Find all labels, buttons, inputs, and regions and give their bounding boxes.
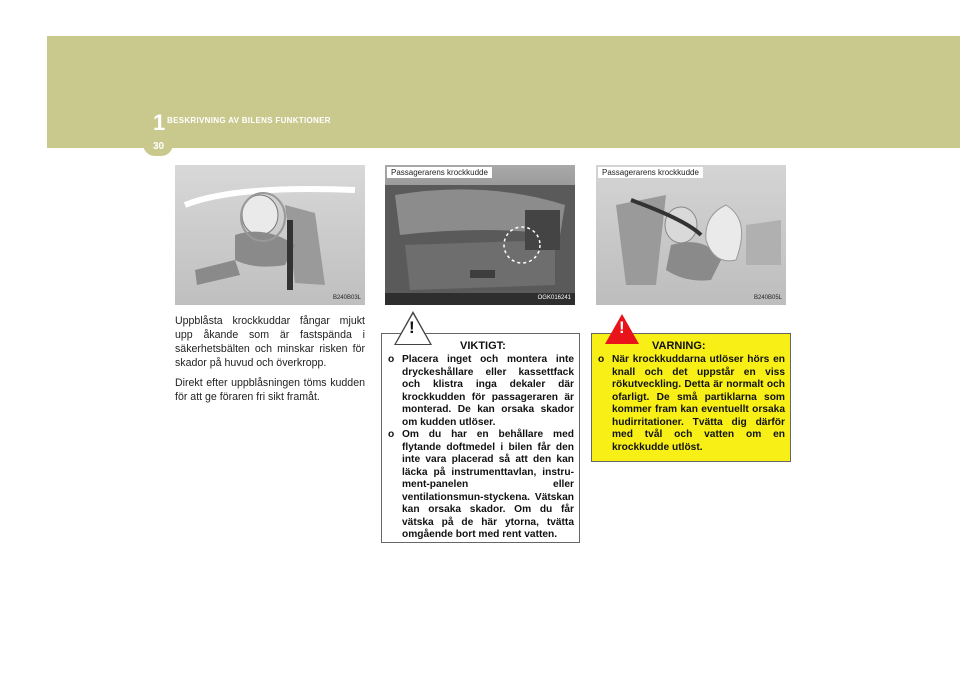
- list-item: [598, 354, 785, 454]
- body-paragraph: Uppblåsta krockkuddar fångar mjukt upp åkande som är fastspända i säkerhetsbälten och minskar risken för skador på huvud och överkropp.: [175, 315, 365, 369]
- passenger-airbag-drawing: [596, 165, 786, 305]
- warning-title: VARNING:: [652, 340, 706, 352]
- list-item-text: Placera inget och montera inte dryckeshållare eller kassettfack och klistra inga dekaler där krockkudden för passageraren är monterad. De kan orsaka skador om kudden utlöser.: [402, 354, 574, 428]
- image-code: B240B05L: [753, 295, 782, 301]
- chapter-number: 1: [153, 110, 166, 135]
- image-code: B240B03L: [332, 295, 361, 301]
- image-label: Passagerarens krockkudde: [598, 167, 703, 178]
- bullet: o: [598, 354, 605, 365]
- warning-box: [591, 318, 791, 462]
- image-label: Passagerarens krockkudde: [387, 167, 492, 178]
- bullet: o: [388, 354, 395, 365]
- warning-list: [598, 354, 785, 454]
- important-notice-box: [381, 318, 580, 543]
- airbag-side-drawing: [175, 165, 365, 305]
- notice-list: [388, 354, 574, 542]
- dashboard-glovebox-photo: [385, 165, 575, 305]
- image-code: OGK016241: [537, 295, 571, 301]
- page-number: 30: [153, 141, 165, 152]
- airbag-side-illustration: [175, 165, 365, 305]
- bullet: o: [388, 429, 395, 440]
- list-item: [388, 354, 574, 429]
- section-title: BESKRIVNING AV BILENS FUNKTIONER: [167, 116, 331, 125]
- notice-title: VIKTIGT:: [460, 340, 506, 352]
- list-item-text: När krockkuddarna utlöser hörs en knall och det uppstår en viss rökutveckling. Detta är normalt och ofarligt. De små partiklarna som kommer fram kan eventuellt orsaka hudirritationer. Tvätta dig därför med tvål och vatten om en krockkudde utlöst.: [612, 354, 785, 453]
- passenger-airbag-illustration: [596, 165, 786, 305]
- dashboard-drawing: [385, 165, 575, 305]
- exclamation-icon: !: [619, 318, 625, 337]
- header-band: [47, 36, 960, 148]
- list-item-text: Om du har en behållare med flytande doftmedel i bilen får den inte vara placerad så att den kan läcka på instrumenttavlan, instru-ment-panelen eller ventilationsmun-styckena. Vätskan kan orsaka skador. Om du får vätska på de här ytorna, tvätta omgående bort med rent vatten.: [402, 429, 574, 540]
- list-item: [388, 429, 574, 542]
- exclamation-icon: !: [409, 318, 415, 337]
- body-paragraph: Direkt efter uppblåsningen töms kudden för att ge föraren fri sikt framåt.: [175, 377, 365, 403]
